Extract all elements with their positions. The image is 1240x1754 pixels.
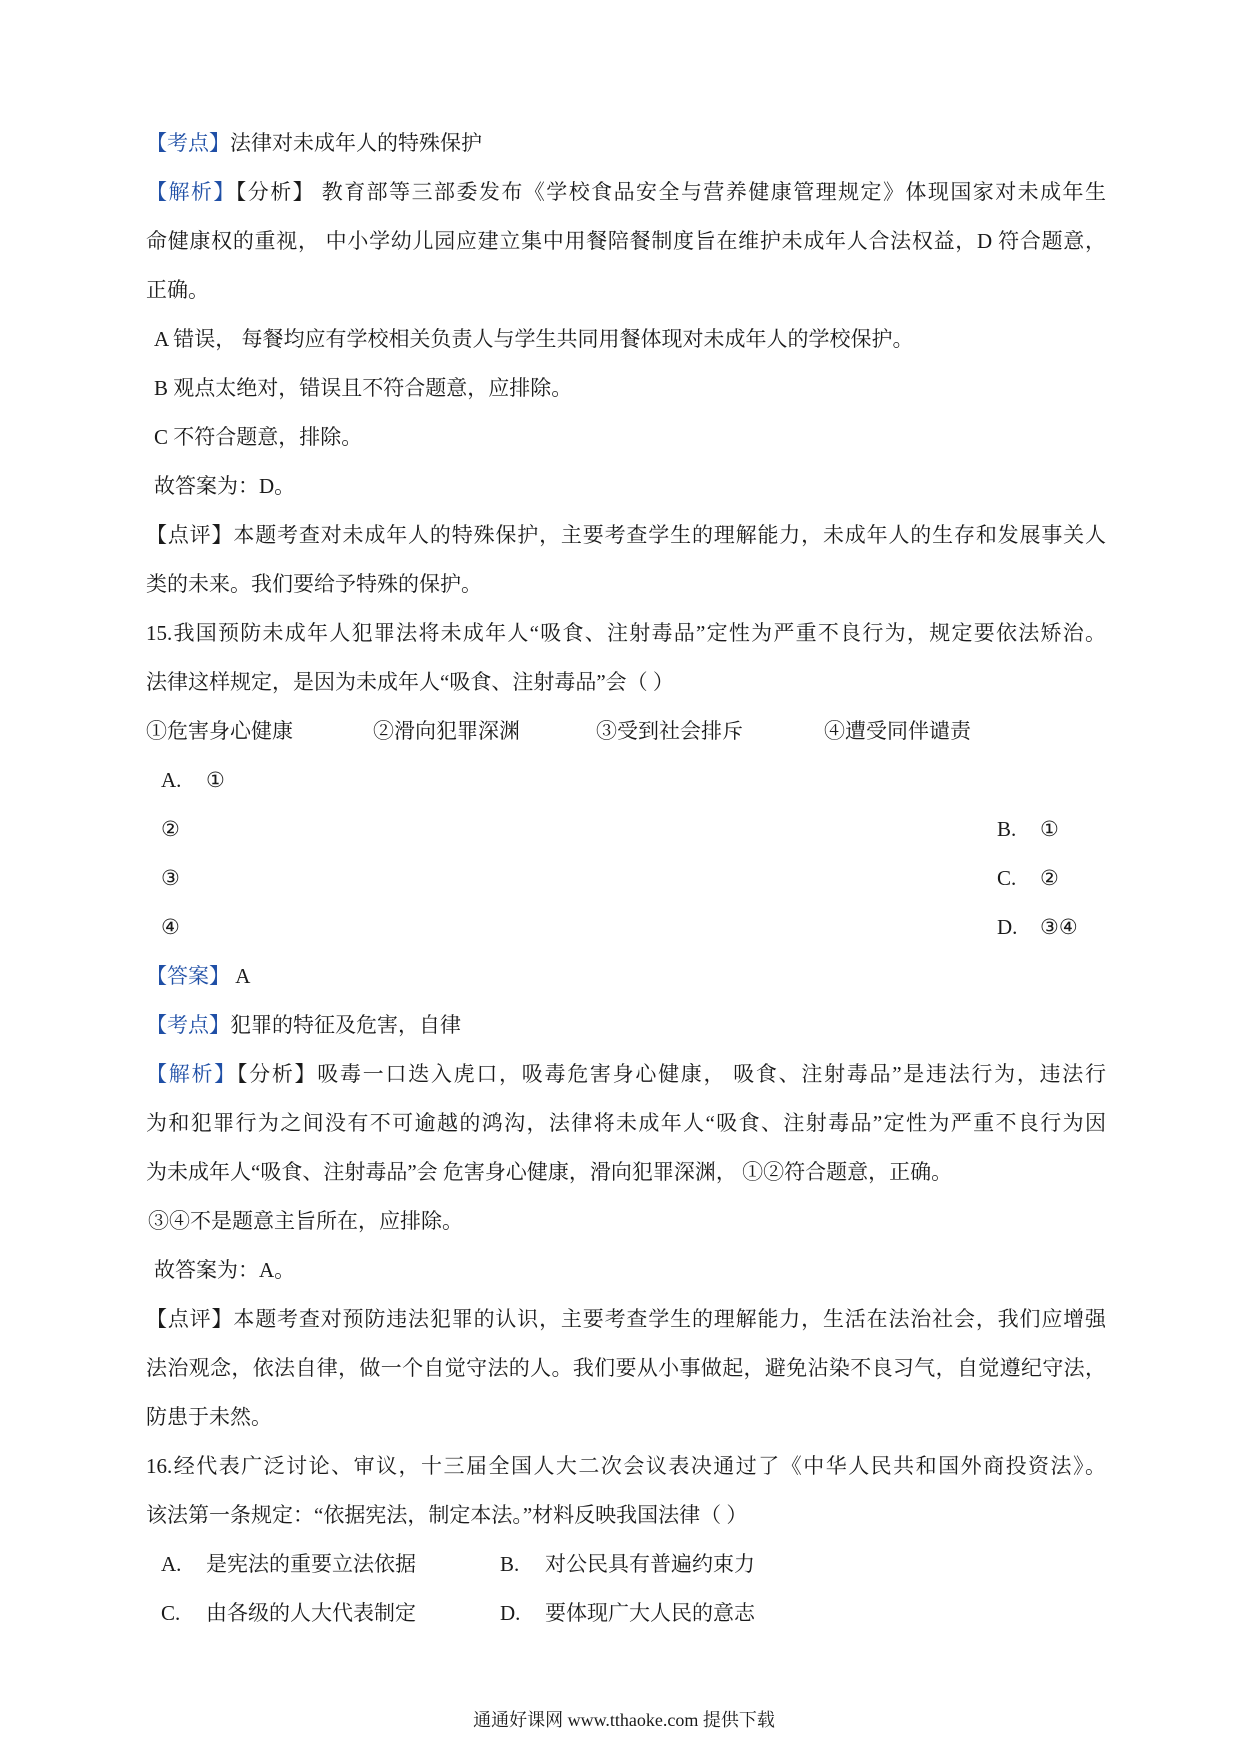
option-text: ③④: [1040, 915, 1078, 939]
q15-dianping-line: [146, 1295, 1106, 1344]
statement-item: ②滑向犯罪深渊: [373, 719, 520, 743]
kaodian-label: 【考点】: [146, 131, 230, 155]
q15: [146, 609, 1106, 1442]
kaodian-text: 法律对未成年人的特殊保护: [230, 131, 482, 155]
q15-extra-note: [146, 1197, 1106, 1246]
option-text: ③: [161, 866, 180, 890]
option-letter: D.: [997, 915, 1018, 939]
jiexi-label: 【解析】: [146, 180, 236, 204]
q16: [146, 1442, 1106, 1638]
q14-option-note: [146, 364, 1106, 413]
q15-statements: [146, 707, 1106, 756]
jiexi-text: 为和犯罪行为之间没有不可逾越的鸿沟，法律将未成年人“吸食、注射毒品”定性为严重不良行为因: [146, 1111, 1106, 1135]
q15-jiexi-line: [146, 1148, 1106, 1197]
q15-option-row: [146, 756, 1106, 805]
conclusion-text: 故答案为：A。: [154, 1258, 296, 1282]
answer-value: A: [230, 964, 251, 988]
q15-answer-line: [146, 952, 1106, 1001]
dianping-label: 【点评】: [146, 1307, 234, 1331]
statement-item: ③受到社会排斥: [596, 719, 743, 743]
q15-option-row: [146, 854, 1106, 903]
q15-conclusion: [146, 1246, 1106, 1295]
option-letter: A.: [161, 768, 182, 792]
stem-text: 该法第一条规定：“依据宪法，制定本法。”材料反映我国法律（ ）: [146, 1503, 748, 1527]
dianping-text: 防患于未然。: [146, 1405, 272, 1429]
dianping-text: 法治观念，依法自律，做一个自觉守法的人。我们要从小事做起，避免沾染不良习气，自觉遵纪守法，: [146, 1356, 1106, 1380]
stem-text: 法律这样规定，是因为未成年人“吸食、注射毒品”会（ ）: [146, 670, 674, 694]
q14-option-note: [146, 413, 1106, 462]
content-column: [146, 119, 1106, 1638]
choice-letter: B.: [500, 1552, 520, 1576]
q14-dianping-line: [146, 560, 1106, 609]
choice-text: 要体现广大人民的意志: [545, 1601, 755, 1625]
kaodian-label: 【考点】: [146, 1013, 230, 1037]
choice-text: 对公民具有普遍约束力: [545, 1552, 755, 1576]
kaodian-text: 犯罪的特征及危害，自律: [230, 1013, 461, 1037]
q15-jiexi-line: [146, 1050, 1106, 1099]
jiexi-text: 教育部等三部委发布《学校食品安全与营养健康管理规定》体现国家对未成年生: [315, 180, 1107, 204]
q15-stem-line: [146, 609, 1106, 658]
option-letter: B.: [997, 817, 1017, 841]
choice-letter: A.: [161, 1552, 182, 1576]
q15-dianping-line: [146, 1344, 1106, 1393]
choice-text: 是宪法的重要立法依据: [206, 1552, 416, 1576]
option-text: ②: [1040, 866, 1059, 890]
q16-choice-row: [146, 1540, 1106, 1589]
choice-text: 由各级的人大代表制定: [206, 1601, 416, 1625]
q16-stem-line: [146, 1491, 1106, 1540]
dianping-text: 本题考查对未成年人的特殊保护，主要考查学生的理解能力，未成年人的生存和发展事关人: [233, 523, 1107, 547]
option-note-text: A 错误， 每餐均应有学校相关负责人与学生共同用餐体现对未成年人的学校保护。: [154, 327, 914, 351]
q16-choice-row: [146, 1589, 1106, 1638]
option-text: ④: [161, 915, 180, 939]
option-letter: C.: [997, 866, 1017, 890]
page-footer: 通通好课网 www.tthaoke.com 提供下载: [473, 1710, 775, 1730]
choice-letter: C.: [161, 1601, 181, 1625]
jiexi-text: 吸毒一口迭入虎口，吸毒危害身心健康， 吸食、注射毒品”是违法行为，违法行: [317, 1062, 1107, 1086]
statement-item: ①危害身心健康: [146, 719, 293, 743]
option-text: ①: [1040, 817, 1059, 841]
q15-jiexi-line: [146, 1099, 1106, 1148]
q14-dianping-line: [146, 511, 1106, 560]
q15-kaodian-line: [146, 1001, 1106, 1050]
extra-note-text: ③④不是题意主旨所在，应排除。: [148, 1209, 463, 1233]
option-text: ①: [206, 768, 225, 792]
q14-conclusion: [146, 462, 1106, 511]
jiexi-text: 正确。: [146, 278, 209, 302]
option-note-text: C 不符合题意，排除。: [154, 425, 363, 449]
q14-jiexi-line: [146, 168, 1106, 217]
option-text: ②: [161, 817, 180, 841]
dianping-text: 本题考查对预防违法犯罪的认识，主要考查学生的理解能力，生活在法治社会，我们应增强: [233, 1307, 1107, 1331]
choice-letter: D.: [500, 1601, 521, 1625]
q15-stem-line: [146, 658, 1106, 707]
fenxi-label: 【分析】: [235, 180, 316, 204]
jiexi-text: 命健康权的重视， 中小学幼儿园应建立集中用餐陪餐制度旨在维护未成年人合法权益，D 符合题意，: [146, 229, 1106, 253]
fenxi-label: 【分析】: [236, 1062, 318, 1086]
q16-stem-line: [146, 1442, 1106, 1491]
jiexi-text: 为未成年人“吸食、注射毒品”会 危害身心健康，滑向犯罪深渊， ①②符合题意，正确。: [146, 1160, 953, 1184]
q14-solution: [146, 119, 1106, 609]
q15-option-row: [146, 805, 1106, 854]
q14-jiexi-line: [146, 217, 1106, 266]
jiexi-label: 【解析】: [146, 1062, 237, 1086]
answer-label: 【答案】: [146, 964, 230, 988]
q14-jiexi-line: [146, 266, 1106, 315]
dianping-text: 类的未来。我们要给予特殊的保护。: [146, 572, 482, 596]
q14-kaodian-line: [146, 119, 1106, 168]
q15-dianping-line: [146, 1393, 1106, 1442]
conclusion-text: 故答案为：D。: [154, 474, 296, 498]
stem-text: 16.经代表广泛讨论、审议，十三届全国人大二次会议表决通过了《中华人民共和国外商投资法》。: [146, 1454, 1106, 1478]
statement-item: ④遭受同伴谴责: [824, 719, 971, 743]
q14-option-note: [146, 315, 1106, 364]
stem-text: 15.我国预防未成年人犯罪法将未成年人“吸食、注射毒品”定性为严重不良行为，规定要依法矫治。: [146, 621, 1106, 645]
dianping-label: 【点评】: [146, 523, 234, 547]
q15-option-row: [146, 903, 1106, 952]
option-note-text: B 观点太绝对，错误且不符合题意，应排除。: [154, 376, 573, 400]
